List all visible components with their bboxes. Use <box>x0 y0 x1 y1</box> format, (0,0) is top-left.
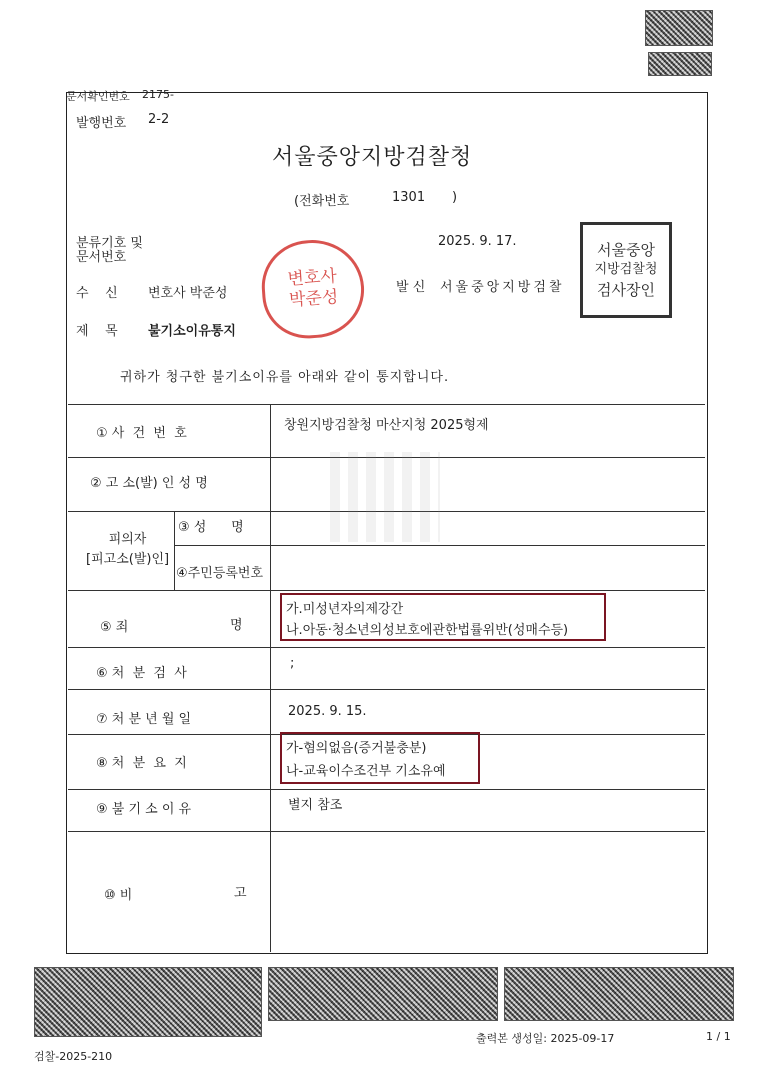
crime-line-2: 나.아동·청소년의성보호에관한법률위반(성매수등) <box>286 623 569 638</box>
prosecutor-label: ⑥ 처 분 검 사 <box>96 666 187 681</box>
subject-value: 불기소이유통지 <box>148 324 236 339</box>
disposal-date-value: 2025. 9. 15. <box>288 704 367 719</box>
page-title: 서울중앙지방검찰청 <box>272 145 473 170</box>
footer-generated: 출력본 생성일: 2025-09-17 <box>476 1032 615 1045</box>
issue-value: 2-2 <box>148 112 170 127</box>
redacted-block-bottom-1 <box>34 967 262 1037</box>
recipient-label: 수 신 <box>76 286 118 301</box>
recipient-value: 변호사 박준성 <box>148 286 228 301</box>
crime-line-1: 가.미성년자의제강간 <box>286 602 404 617</box>
complainant-label: ② 고 소(발) 인 성 명 <box>90 476 208 491</box>
redacted-block-top-2 <box>648 52 712 76</box>
disposal-gist-highlight-box <box>280 732 480 784</box>
redacted-block-bottom-3 <box>504 967 734 1021</box>
reason-label: ⑨ 불 기 소 이 유 <box>96 802 192 817</box>
office-seal-line1: 서울중앙 <box>597 241 655 259</box>
crime-label-num: ⑤ 죄 <box>100 620 129 635</box>
doc-number-label-1: 분류기호 및 <box>76 236 143 251</box>
doc-confirm-label: 문서확인번호 <box>66 90 130 103</box>
doc-confirm-value: 2175- <box>142 88 174 101</box>
remarks-label-end: 고 <box>234 886 247 901</box>
suspect-group-label: 피의자 [피고소(발)인] <box>86 532 170 567</box>
case-no-value: 창원지방검찰청 마산지청 2025형제 <box>284 418 489 433</box>
reason-value: 별지 참조 <box>288 798 343 813</box>
intro-text: 귀하가 청구한 불기소이유를 아래와 같이 통지합니다. <box>120 370 450 385</box>
office-seal-line3: 검사장인 <box>597 281 655 299</box>
remarks-label-num: ⑩ 비 <box>104 888 133 903</box>
letter-date: 2025. 9. 17. <box>438 234 517 249</box>
doc-number-label-2: 문서번호 <box>76 250 127 265</box>
redacted-block-bottom-2 <box>268 967 498 1021</box>
suspect-name-label: ③ 성 명 <box>178 520 244 535</box>
suspect-rrn-label: ④주민등록번호 <box>176 566 264 581</box>
disposal-date-label: ⑦ 처 분 년 월 일 <box>96 712 192 727</box>
phone-close: ) <box>452 190 458 205</box>
phone-value: 1301 <box>392 190 426 205</box>
office-seal-line2: 지방검찰청 <box>594 262 658 277</box>
sender-value: 서울중앙지방검찰 <box>440 280 565 295</box>
sender-label: 발 신 <box>396 280 426 295</box>
footer-left: 검찰-2025-210 <box>34 1050 113 1063</box>
subject-label: 제 목 <box>76 324 118 339</box>
office-seal <box>580 222 672 318</box>
footer-page: 1 / 1 <box>706 1030 731 1043</box>
lawyer-seal-line1: 변호사 <box>286 266 338 290</box>
crime-label-end: 명 <box>230 618 243 633</box>
disposal-gist-line-1: 가-혐의없음(증거불충분) <box>286 741 427 756</box>
lawyer-seal-line2: 박준성 <box>288 287 339 311</box>
prosecutor-value: ; <box>290 656 295 671</box>
phone-label: (전화번호 <box>294 194 350 209</box>
watermark-bars <box>330 452 440 542</box>
disposal-gist-label: ⑧ 처 분 요 지 <box>96 756 187 771</box>
crime-highlight-box <box>280 593 606 641</box>
redacted-block-top-1 <box>645 10 713 46</box>
issue-label: 발행번호 <box>76 116 127 131</box>
disposal-gist-line-2: 나-교육이수조건부 기소유예 <box>286 764 446 779</box>
case-no-label: ① 사 건 번 호 <box>96 426 187 441</box>
